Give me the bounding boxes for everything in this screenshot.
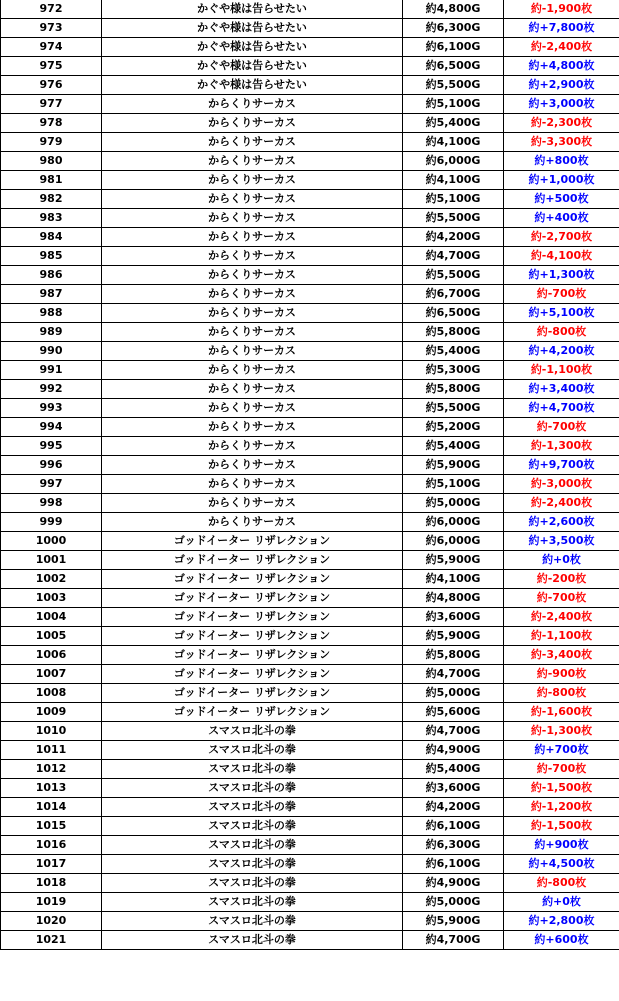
- table-row: [1, 874, 619, 893]
- row-number-cell: 1001: [1, 551, 102, 570]
- row-number-cell: 1020: [1, 912, 102, 931]
- row-number-cell: 1013: [1, 779, 102, 798]
- coin-difference-cell: 約+3,500枚: [504, 532, 619, 551]
- table-row: [1, 95, 619, 114]
- coin-difference-cell: 約-800枚: [504, 684, 619, 703]
- machine-title-cell: かぐや様は告らせたい: [102, 19, 403, 38]
- game-count-cell: 約6,000G: [403, 513, 504, 532]
- table-row: [1, 912, 619, 931]
- table-row: [1, 418, 619, 437]
- coin-difference-cell: 約+4,500枚: [504, 855, 619, 874]
- game-count-cell: 約6,100G: [403, 817, 504, 836]
- game-count-cell: 約5,300G: [403, 361, 504, 380]
- machine-title-cell: からくりサーカス: [102, 304, 403, 323]
- row-number-cell: 981: [1, 171, 102, 190]
- table-row: [1, 76, 619, 95]
- table-row: [1, 494, 619, 513]
- coin-difference-cell: 約-700枚: [504, 285, 619, 304]
- row-number-cell: 973: [1, 19, 102, 38]
- row-number-cell: 1011: [1, 741, 102, 760]
- game-count-cell: 約5,500G: [403, 209, 504, 228]
- coin-difference-cell: 約+3,400枚: [504, 380, 619, 399]
- machine-title-cell: からくりサーカス: [102, 266, 403, 285]
- game-count-cell: 約5,800G: [403, 646, 504, 665]
- row-number-cell: 1016: [1, 836, 102, 855]
- machine-title-cell: スマスロ北斗の拳: [102, 893, 403, 912]
- coin-difference-cell: 約+7,800枚: [504, 19, 619, 38]
- coin-difference-cell: 約-200枚: [504, 570, 619, 589]
- machine-title-cell: からくりサーカス: [102, 323, 403, 342]
- game-count-cell: 約5,800G: [403, 323, 504, 342]
- game-count-cell: 約4,100G: [403, 171, 504, 190]
- row-number-cell: 988: [1, 304, 102, 323]
- coin-difference-cell: 約-900枚: [504, 665, 619, 684]
- coin-difference-cell: 約+1,000枚: [504, 171, 619, 190]
- table-row: [1, 817, 619, 836]
- table-row: [1, 304, 619, 323]
- coin-difference-cell: 約+400枚: [504, 209, 619, 228]
- coin-difference-cell: 約-800枚: [504, 874, 619, 893]
- row-number-cell: 997: [1, 475, 102, 494]
- game-count-cell: 約5,400G: [403, 760, 504, 779]
- table-row: [1, 456, 619, 475]
- game-count-cell: 約5,400G: [403, 342, 504, 361]
- row-number-cell: 1017: [1, 855, 102, 874]
- coin-difference-cell: 約-1,500枚: [504, 779, 619, 798]
- coin-difference-cell: 約+2,600枚: [504, 513, 619, 532]
- machine-title-cell: からくりサーカス: [102, 361, 403, 380]
- row-number-cell: 982: [1, 190, 102, 209]
- machine-title-cell: からくりサーカス: [102, 342, 403, 361]
- machine-title-cell: ゴッドイーター リザレクション: [102, 703, 403, 722]
- row-number-cell: 993: [1, 399, 102, 418]
- row-number-cell: 974: [1, 38, 102, 57]
- coin-difference-cell: 約-700枚: [504, 418, 619, 437]
- game-count-cell: 約4,900G: [403, 741, 504, 760]
- row-number-cell: 1012: [1, 760, 102, 779]
- game-count-cell: 約5,500G: [403, 266, 504, 285]
- coin-difference-cell: 約-700枚: [504, 760, 619, 779]
- row-number-cell: 1019: [1, 893, 102, 912]
- table-row: [1, 57, 619, 76]
- row-number-cell: 984: [1, 228, 102, 247]
- table-row: [1, 779, 619, 798]
- coin-difference-cell: 約-2,400枚: [504, 608, 619, 627]
- table-row: [1, 931, 619, 950]
- row-number-cell: 972: [1, 0, 102, 19]
- coin-difference-cell: 約+0枚: [504, 893, 619, 912]
- row-number-cell: 977: [1, 95, 102, 114]
- table-row: [1, 532, 619, 551]
- machine-title-cell: からくりサーカス: [102, 456, 403, 475]
- game-count-cell: 約5,100G: [403, 95, 504, 114]
- row-number-cell: 991: [1, 361, 102, 380]
- table-row: [1, 209, 619, 228]
- table-row: [1, 133, 619, 152]
- table-row: [1, 361, 619, 380]
- machine-title-cell: かぐや様は告らせたい: [102, 57, 403, 76]
- row-number-cell: 1014: [1, 798, 102, 817]
- coin-difference-cell: 約-700枚: [504, 589, 619, 608]
- game-count-cell: 約4,200G: [403, 228, 504, 247]
- game-count-cell: 約5,000G: [403, 494, 504, 513]
- table-row: [1, 171, 619, 190]
- row-number-cell: 996: [1, 456, 102, 475]
- machine-title-cell: からくりサーカス: [102, 228, 403, 247]
- row-number-cell: 976: [1, 76, 102, 95]
- row-number-cell: 1007: [1, 665, 102, 684]
- table-row: [1, 152, 619, 171]
- game-count-cell: 約3,600G: [403, 779, 504, 798]
- results-table-body: [1, 0, 619, 950]
- table-row: [1, 798, 619, 817]
- row-number-cell: 1008: [1, 684, 102, 703]
- game-count-cell: 約5,400G: [403, 437, 504, 456]
- coin-difference-cell: 約-3,000枚: [504, 475, 619, 494]
- game-count-cell: 約6,000G: [403, 152, 504, 171]
- row-number-cell: 1003: [1, 589, 102, 608]
- table-row: [1, 722, 619, 741]
- row-number-cell: 987: [1, 285, 102, 304]
- game-count-cell: 約5,500G: [403, 76, 504, 95]
- machine-title-cell: スマスロ北斗の拳: [102, 722, 403, 741]
- game-count-cell: 約3,600G: [403, 608, 504, 627]
- game-count-cell: 約5,900G: [403, 627, 504, 646]
- machine-title-cell: ゴッドイーター リザレクション: [102, 589, 403, 608]
- row-number-cell: 999: [1, 513, 102, 532]
- game-count-cell: 約6,000G: [403, 532, 504, 551]
- row-number-cell: 989: [1, 323, 102, 342]
- coin-difference-cell: 約+4,700枚: [504, 399, 619, 418]
- coin-difference-cell: 約-1,200枚: [504, 798, 619, 817]
- table-row: [1, 228, 619, 247]
- row-number-cell: 994: [1, 418, 102, 437]
- coin-difference-cell: 約+600枚: [504, 931, 619, 950]
- machine-title-cell: かぐや様は告らせたい: [102, 0, 403, 19]
- row-number-cell: 1006: [1, 646, 102, 665]
- coin-difference-cell: 約+2,800枚: [504, 912, 619, 931]
- coin-difference-cell: 約+4,800枚: [504, 57, 619, 76]
- coin-difference-cell: 約+3,000枚: [504, 95, 619, 114]
- row-number-cell: 1015: [1, 817, 102, 836]
- machine-title-cell: スマスロ北斗の拳: [102, 798, 403, 817]
- table-row: [1, 247, 619, 266]
- row-number-cell: 998: [1, 494, 102, 513]
- machine-title-cell: からくりサーカス: [102, 380, 403, 399]
- machine-title-cell: からくりサーカス: [102, 209, 403, 228]
- row-number-cell: 1021: [1, 931, 102, 950]
- machine-title-cell: ゴッドイーター リザレクション: [102, 608, 403, 627]
- row-number-cell: 1009: [1, 703, 102, 722]
- table-row: [1, 893, 619, 912]
- machine-title-cell: からくりサーカス: [102, 133, 403, 152]
- game-count-cell: 約5,800G: [403, 380, 504, 399]
- game-count-cell: 約4,900G: [403, 874, 504, 893]
- game-count-cell: 約6,100G: [403, 855, 504, 874]
- coin-difference-cell: 約+900枚: [504, 836, 619, 855]
- coin-difference-cell: 約-3,400枚: [504, 646, 619, 665]
- machine-title-cell: からくりサーカス: [102, 399, 403, 418]
- game-count-cell: 約4,700G: [403, 722, 504, 741]
- coin-difference-cell: 約-1,100枚: [504, 361, 619, 380]
- game-count-cell: 約4,100G: [403, 133, 504, 152]
- table-row: [1, 266, 619, 285]
- machine-title-cell: からくりサーカス: [102, 247, 403, 266]
- machine-title-cell: かぐや様は告らせたい: [102, 38, 403, 57]
- machine-title-cell: スマスロ北斗の拳: [102, 817, 403, 836]
- row-number-cell: 978: [1, 114, 102, 133]
- table-row: [1, 342, 619, 361]
- coin-difference-cell: 約-1,900枚: [504, 0, 619, 19]
- machine-title-cell: からくりサーカス: [102, 437, 403, 456]
- table-row: [1, 741, 619, 760]
- row-number-cell: 983: [1, 209, 102, 228]
- coin-difference-cell: 約-1,500枚: [504, 817, 619, 836]
- table-row: [1, 665, 619, 684]
- coin-difference-cell: 約+1,300枚: [504, 266, 619, 285]
- machine-title-cell: スマスロ北斗の拳: [102, 741, 403, 760]
- game-count-cell: 約6,500G: [403, 57, 504, 76]
- machine-title-cell: スマスロ北斗の拳: [102, 779, 403, 798]
- coin-difference-cell: 約+500枚: [504, 190, 619, 209]
- machine-title-cell: ゴッドイーター リザレクション: [102, 665, 403, 684]
- coin-difference-cell: 約-3,300枚: [504, 133, 619, 152]
- coin-difference-cell: 約-4,100枚: [504, 247, 619, 266]
- game-count-cell: 約6,300G: [403, 19, 504, 38]
- machine-title-cell: スマスロ北斗の拳: [102, 855, 403, 874]
- table-row: [1, 513, 619, 532]
- table-row: [1, 114, 619, 133]
- coin-difference-cell: 約+800枚: [504, 152, 619, 171]
- game-count-cell: 約4,100G: [403, 570, 504, 589]
- machine-title-cell: からくりサーカス: [102, 418, 403, 437]
- coin-difference-cell: 約-1,300枚: [504, 437, 619, 456]
- game-count-cell: 約5,200G: [403, 418, 504, 437]
- row-number-cell: 1004: [1, 608, 102, 627]
- table-row: [1, 285, 619, 304]
- machine-title-cell: スマスロ北斗の拳: [102, 760, 403, 779]
- coin-difference-cell: 約-2,300枚: [504, 114, 619, 133]
- machine-title-cell: ゴッドイーター リザレクション: [102, 646, 403, 665]
- coin-difference-cell: 約-1,300枚: [504, 722, 619, 741]
- game-count-cell: 約5,900G: [403, 456, 504, 475]
- table-row: [1, 551, 619, 570]
- game-count-cell: 約4,700G: [403, 931, 504, 950]
- table-row: [1, 855, 619, 874]
- machine-title-cell: ゴッドイーター リザレクション: [102, 684, 403, 703]
- table-row: [1, 323, 619, 342]
- table-row: [1, 684, 619, 703]
- machine-title-cell: スマスロ北斗の拳: [102, 874, 403, 893]
- row-number-cell: 1018: [1, 874, 102, 893]
- machine-title-cell: からくりサーカス: [102, 494, 403, 513]
- coin-difference-cell: 約-2,400枚: [504, 38, 619, 57]
- row-number-cell: 980: [1, 152, 102, 171]
- table-row: [1, 570, 619, 589]
- game-count-cell: 約5,400G: [403, 114, 504, 133]
- machine-title-cell: スマスロ北斗の拳: [102, 931, 403, 950]
- coin-difference-cell: 約+2,900枚: [504, 76, 619, 95]
- game-count-cell: 約4,200G: [403, 798, 504, 817]
- table-row: [1, 475, 619, 494]
- row-number-cell: 995: [1, 437, 102, 456]
- coin-difference-cell: 約-1,600枚: [504, 703, 619, 722]
- table-row: [1, 703, 619, 722]
- table-row: [1, 19, 619, 38]
- game-count-cell: 約5,000G: [403, 893, 504, 912]
- game-count-cell: 約4,700G: [403, 665, 504, 684]
- row-number-cell: 990: [1, 342, 102, 361]
- coin-difference-cell: 約+4,200枚: [504, 342, 619, 361]
- table-row: [1, 608, 619, 627]
- row-number-cell: 992: [1, 380, 102, 399]
- game-count-cell: 約5,900G: [403, 551, 504, 570]
- coin-difference-cell: 約-2,700枚: [504, 228, 619, 247]
- machine-title-cell: からくりサーカス: [102, 95, 403, 114]
- machine-title-cell: ゴッドイーター リザレクション: [102, 551, 403, 570]
- table-row: [1, 589, 619, 608]
- row-number-cell: 1005: [1, 627, 102, 646]
- game-count-cell: 約6,100G: [403, 38, 504, 57]
- coin-difference-cell: 約-800枚: [504, 323, 619, 342]
- machine-title-cell: スマスロ北斗の拳: [102, 836, 403, 855]
- game-count-cell: 約6,500G: [403, 304, 504, 323]
- table-row: [1, 437, 619, 456]
- coin-difference-cell: 約+0枚: [504, 551, 619, 570]
- game-count-cell: 約4,700G: [403, 247, 504, 266]
- row-number-cell: 985: [1, 247, 102, 266]
- table-row: [1, 380, 619, 399]
- row-number-cell: 1000: [1, 532, 102, 551]
- coin-difference-cell: 約+9,700枚: [504, 456, 619, 475]
- game-count-cell: 約5,500G: [403, 399, 504, 418]
- machine-title-cell: からくりサーカス: [102, 475, 403, 494]
- coin-difference-cell: 約-2,400枚: [504, 494, 619, 513]
- row-number-cell: 979: [1, 133, 102, 152]
- game-count-cell: 約4,800G: [403, 0, 504, 19]
- coin-difference-cell: 約+700枚: [504, 741, 619, 760]
- coin-difference-cell: 約+5,100枚: [504, 304, 619, 323]
- machine-title-cell: ゴッドイーター リザレクション: [102, 532, 403, 551]
- table-row: [1, 646, 619, 665]
- machine-title-cell: スマスロ北斗の拳: [102, 912, 403, 931]
- game-count-cell: 約4,800G: [403, 589, 504, 608]
- machine-title-cell: からくりサーカス: [102, 114, 403, 133]
- table-row: [1, 190, 619, 209]
- machine-title-cell: ゴッドイーター リザレクション: [102, 570, 403, 589]
- table-row: [1, 0, 619, 19]
- table-row: [1, 836, 619, 855]
- machine-title-cell: からくりサーカス: [102, 171, 403, 190]
- game-count-cell: 約5,000G: [403, 684, 504, 703]
- game-count-cell: 約5,600G: [403, 703, 504, 722]
- game-count-cell: 約5,100G: [403, 190, 504, 209]
- row-number-cell: 975: [1, 57, 102, 76]
- row-number-cell: 1002: [1, 570, 102, 589]
- table-row: [1, 760, 619, 779]
- machine-title-cell: かぐや様は告らせたい: [102, 76, 403, 95]
- row-number-cell: 986: [1, 266, 102, 285]
- machine-title-cell: からくりサーカス: [102, 285, 403, 304]
- game-count-cell: 約5,900G: [403, 912, 504, 931]
- game-count-cell: 約6,300G: [403, 836, 504, 855]
- table-row: [1, 38, 619, 57]
- coin-difference-cell: 約-1,100枚: [504, 627, 619, 646]
- machine-title-cell: からくりサーカス: [102, 152, 403, 171]
- game-count-cell: 約5,100G: [403, 475, 504, 494]
- row-number-cell: 1010: [1, 722, 102, 741]
- machine-title-cell: からくりサーカス: [102, 190, 403, 209]
- machine-title-cell: ゴッドイーター リザレクション: [102, 627, 403, 646]
- machine-title-cell: からくりサーカス: [102, 513, 403, 532]
- table-row: [1, 627, 619, 646]
- game-count-cell: 約6,700G: [403, 285, 504, 304]
- table-row: [1, 399, 619, 418]
